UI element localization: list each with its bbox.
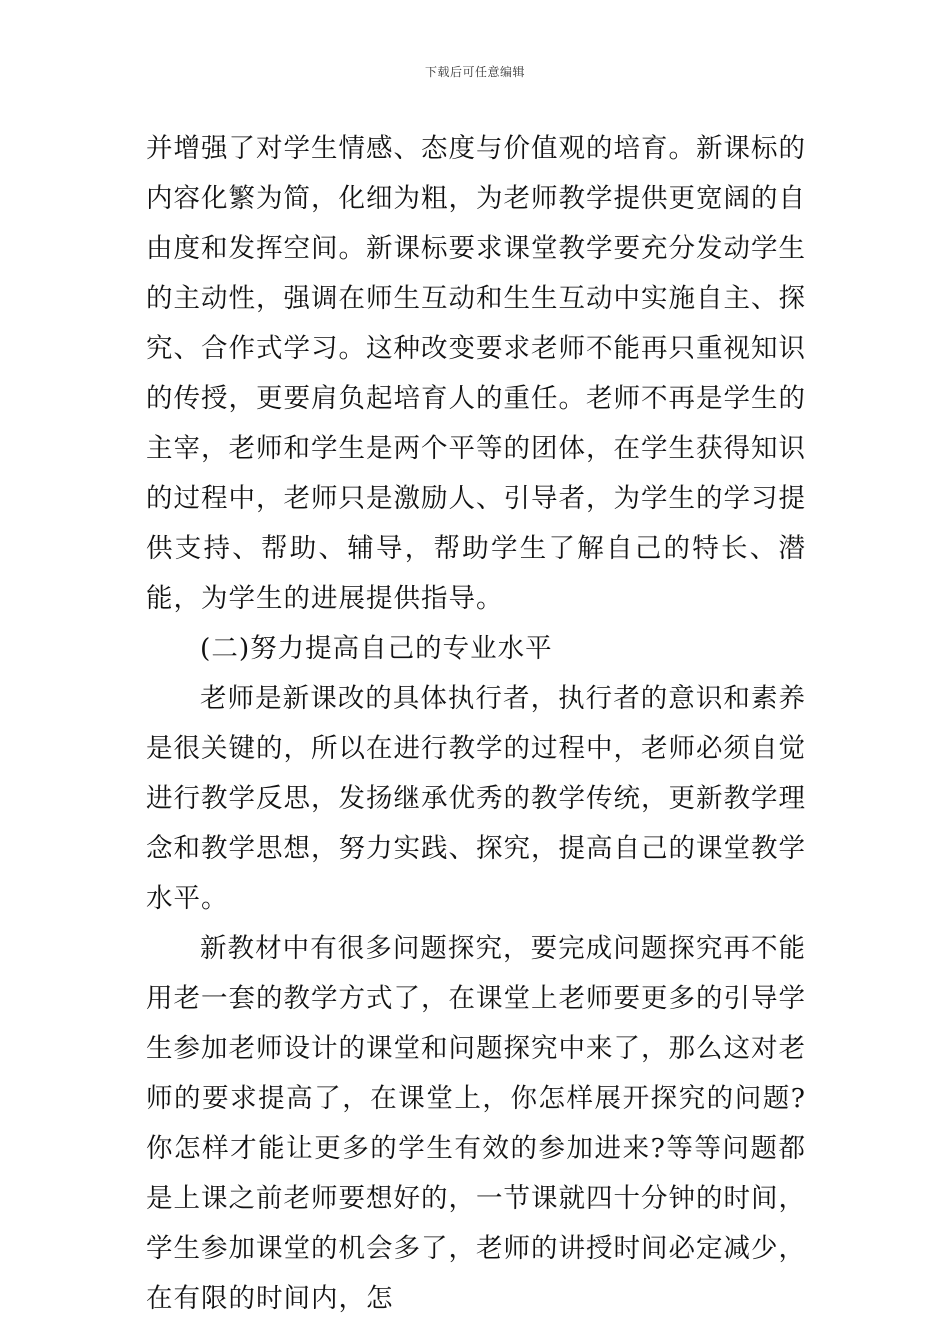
section-heading: (二)努力提高自己的专业水平 xyxy=(200,633,553,664)
document-body xyxy=(146,124,806,1324)
paragraph-teacher-role: 老师是新课改的具体执行者，执行者的意识和素养是很关键的，所以在进行教学的过程中，老师必须自觉进行教学反思，发扬继承优秀的教学传统，更新教学理念和教学思想，努力实践、探究，提高自己的课堂教学水平。 xyxy=(146,683,806,914)
page-header: 下载后可任意编辑 xyxy=(424,65,525,79)
paragraph-continuation: 并增强了对学生情感、态度与价值观的培育。新课标的内容化繁为简，化细为粗，为老师教学提供更宽阔的自由度和发挥空间。新课标要求课堂教学要充分发动学生的主动性，强调在师生互动和生生互动中实施自主、探究、合作式学习。这种改变要求老师不能再只重视知识的传授，更要肩负起培育人的重任。老师不再是学生的主宰，老师和学生是两个平等的团体，在学生获得知识的过程中，老师只是激励人、引导者，为学生的学习提供支持、帮助、辅导，帮助学生了解自己的特长、潜能，为学生的进展提供指导。 xyxy=(146,133,806,614)
paragraph-new-textbook: 新教材中有很多问题探究，要完成问题探究再不能用老一套的教学方式了，在课堂上老师要更多的引导学生参加老师设计的课堂和问题探究中来了，那么这对老师的要求提高了，在课堂上，你怎样展开探究的问题?你怎样才能让更多的学生有效的参加进来?等等问题都是上课之前老师要想好的，一节课就四十分钟的时间，学生参加课堂的机会多了，老师的讲授时间必定减少，在有限的时间内，怎 xyxy=(146,933,806,1314)
